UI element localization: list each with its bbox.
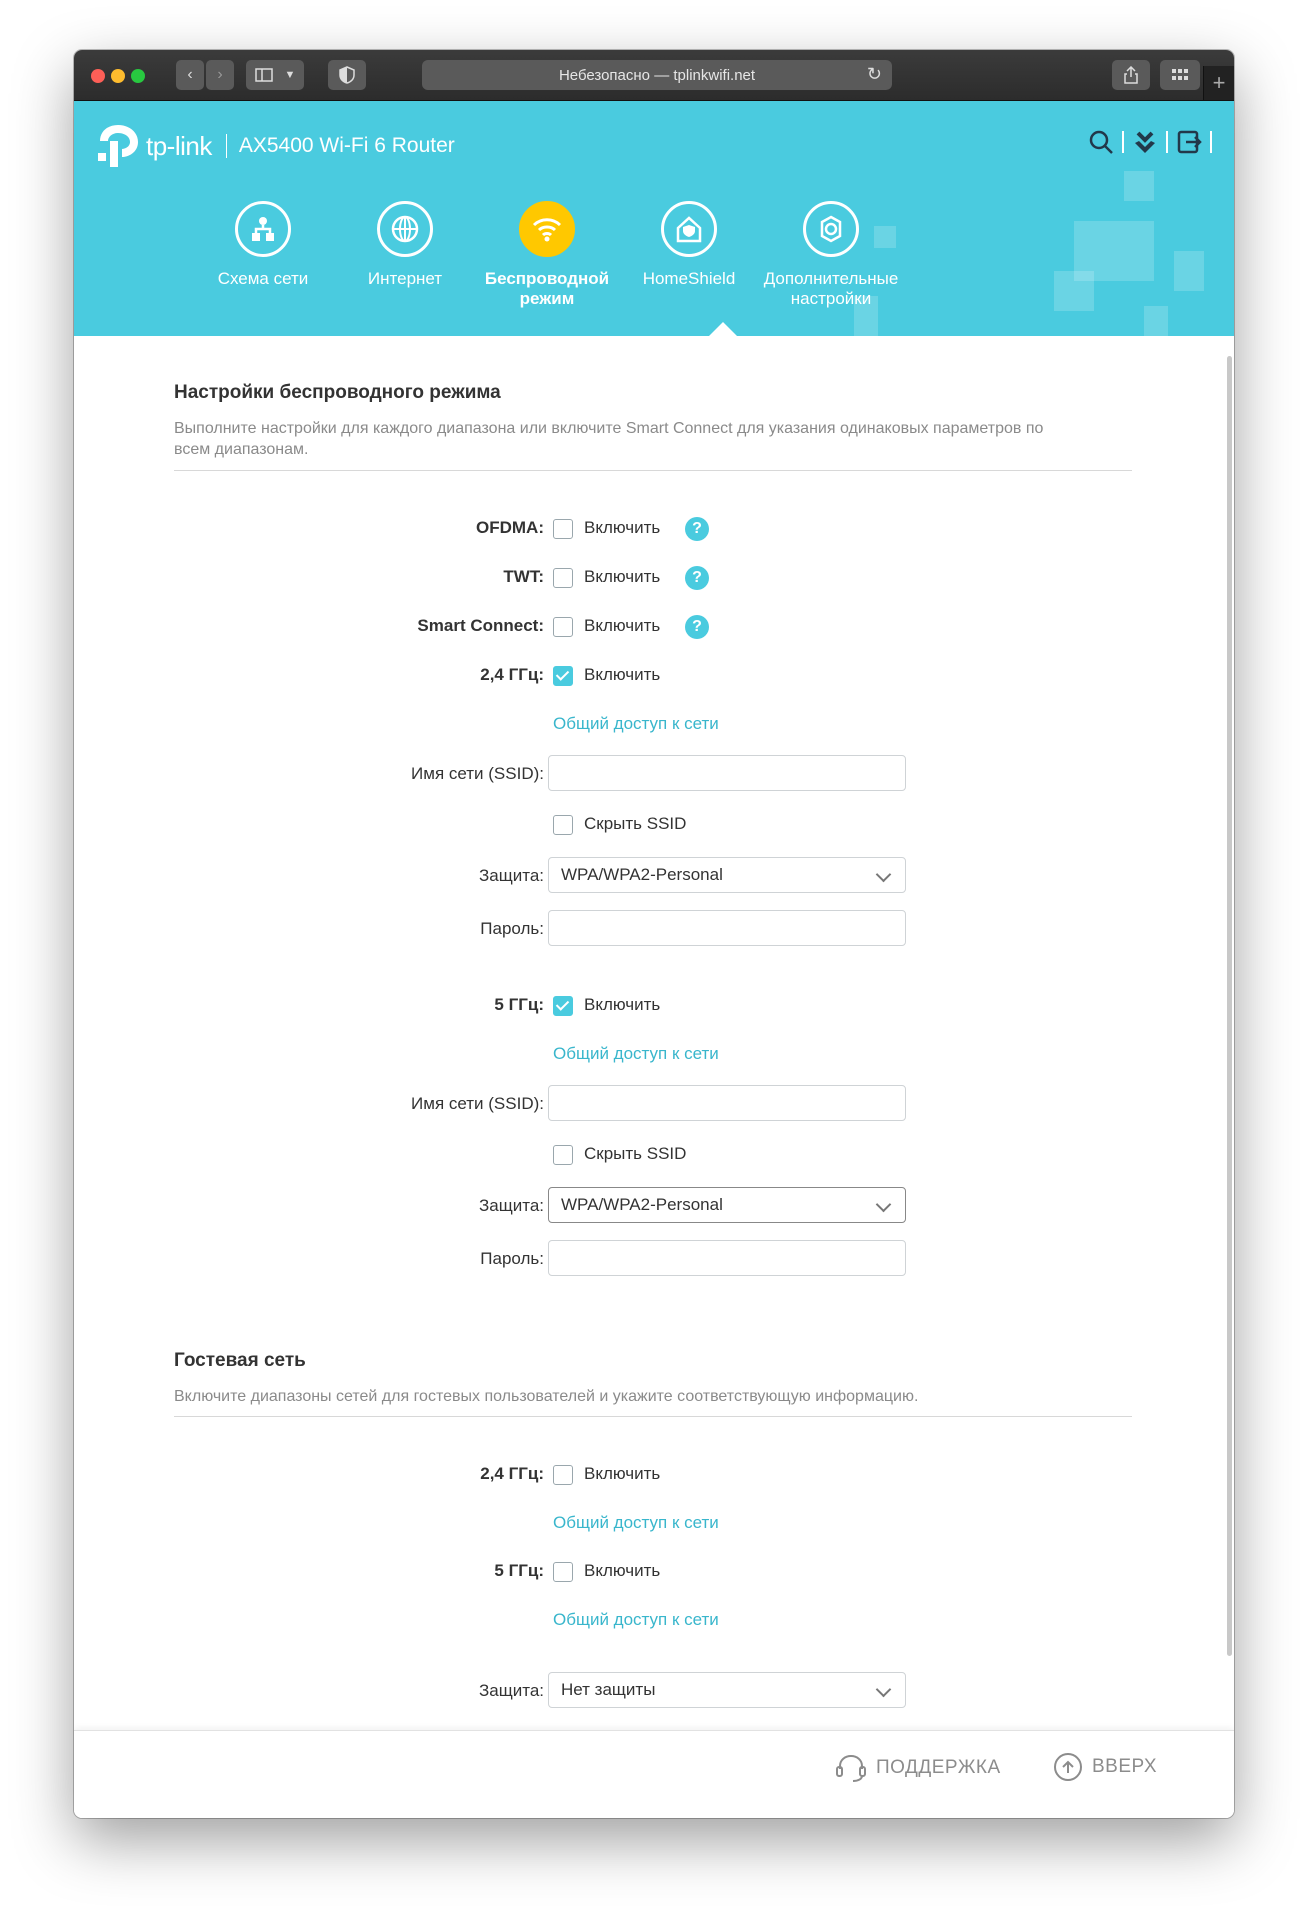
twt-help-icon[interactable]: ? bbox=[685, 566, 709, 590]
twt-checkbox[interactable] bbox=[553, 568, 573, 588]
smart-connect-label: Smart Connect: bbox=[417, 616, 544, 635]
guest-band5-label: 5 ГГц: bbox=[494, 1561, 544, 1580]
chevron-down-icon bbox=[876, 867, 892, 883]
header-divider bbox=[1210, 131, 1212, 153]
support-button[interactable] bbox=[834, 1753, 1001, 1783]
smart-connect-help-icon[interactable]: ? bbox=[685, 615, 709, 639]
browser-toolbar bbox=[74, 50, 1234, 101]
guest-section-title: Гостевая сеть bbox=[174, 1350, 306, 1371]
download-app-icon[interactable] bbox=[1132, 129, 1158, 155]
guest-band24-checkbox[interactable] bbox=[553, 1465, 573, 1485]
tab-label: Беспроводной режим bbox=[484, 269, 610, 308]
chevron-right-icon: › bbox=[217, 66, 223, 83]
band5-password-label: Пароль: bbox=[480, 1249, 544, 1268]
share-button[interactable] bbox=[1112, 60, 1150, 90]
band5-checkbox[interactable] bbox=[553, 996, 573, 1016]
globe-icon bbox=[377, 201, 433, 257]
twt-label: TWT: bbox=[503, 567, 544, 586]
page-footer bbox=[74, 1730, 1234, 1818]
tab-label: HomeShield bbox=[642, 269, 736, 288]
main-content bbox=[74, 336, 1234, 1730]
arrow-up-icon bbox=[1054, 1753, 1082, 1781]
band24-enable-text[interactable]: Включить bbox=[584, 665, 661, 684]
address-text: Небезопасно — tplinkwifi.net bbox=[558, 66, 756, 84]
band24-label: 2,4 ГГц: bbox=[480, 665, 544, 684]
band5-ssid-input[interactable] bbox=[548, 1085, 906, 1121]
back-button[interactable] bbox=[176, 60, 204, 90]
band5-password-input[interactable] bbox=[548, 1240, 906, 1276]
wireless-section-description: Выполните настройки для каждого диапазона или включите Smart Connect для указания одинаковых параметров по всем диапазонам. bbox=[174, 420, 1044, 458]
guest-security-label: Защита: bbox=[479, 1681, 544, 1700]
wireless-section-title: Настройки беспроводного режима bbox=[174, 382, 501, 403]
band5-security-value: WPA/WPA2-Personal bbox=[561, 1195, 723, 1214]
logo-divider bbox=[226, 134, 227, 158]
tplink-logo[interactable] bbox=[96, 123, 455, 169]
back-to-top-button[interactable] bbox=[1054, 1753, 1157, 1781]
decor-square bbox=[1124, 171, 1154, 201]
section-divider bbox=[174, 1416, 1132, 1417]
guest-band5-enable-text[interactable]: Включить bbox=[584, 1561, 661, 1580]
decor-square bbox=[1054, 271, 1094, 311]
band5-hide-ssid-text[interactable]: Скрыть SSID bbox=[584, 1144, 687, 1163]
ofdma-label: OFDMA: bbox=[476, 518, 544, 537]
minimize-window-button[interactable] bbox=[111, 69, 125, 83]
band5-hide-ssid-checkbox[interactable] bbox=[553, 1145, 573, 1165]
active-tab-indicator bbox=[709, 322, 737, 336]
tab-label: Дополнительные настройки bbox=[763, 269, 899, 308]
tab-label: Схема сети bbox=[217, 269, 309, 288]
router-model: AX5400 Wi-Fi 6 Router bbox=[238, 134, 455, 157]
grid-icon bbox=[1172, 69, 1188, 81]
band5-share-link[interactable]: Общий доступ к сети bbox=[553, 1044, 719, 1063]
router-header bbox=[74, 101, 1234, 336]
band24-security-label: Защита: bbox=[479, 866, 544, 885]
band24-hide-ssid-checkbox[interactable] bbox=[553, 815, 573, 835]
headset-icon bbox=[834, 1753, 868, 1783]
section-divider bbox=[174, 470, 1132, 471]
reload-icon[interactable]: ↻ bbox=[866, 64, 882, 84]
gear-icon bbox=[803, 201, 859, 257]
sidebar-toggle-button[interactable] bbox=[246, 60, 304, 90]
ofdma-checkbox[interactable] bbox=[553, 519, 573, 539]
chevron-down-icon bbox=[876, 1682, 892, 1698]
header-actions bbox=[1088, 129, 1212, 155]
logout-icon[interactable] bbox=[1176, 129, 1202, 155]
new-tab-button[interactable] bbox=[1203, 66, 1234, 100]
chevron-down-icon: ▼ bbox=[284, 69, 296, 81]
support-label: ПОДДЕРЖКА bbox=[876, 1757, 1001, 1778]
twt-enable-text[interactable]: Включить bbox=[584, 567, 661, 586]
brand-text: tp-link bbox=[146, 130, 212, 161]
share-icon bbox=[1123, 66, 1139, 84]
forward-button[interactable] bbox=[206, 60, 234, 90]
guest-band24-enable-text[interactable]: Включить bbox=[584, 1464, 661, 1483]
band24-password-label: Пароль: bbox=[480, 919, 544, 938]
homeshield-icon bbox=[661, 201, 717, 257]
ofdma-help-icon[interactable]: ? bbox=[685, 517, 709, 541]
guest-band24-share-link[interactable]: Общий доступ к сети bbox=[553, 1513, 719, 1532]
top-label: ВВЕРХ bbox=[1092, 1756, 1158, 1777]
ofdma-enable-text[interactable]: Включить bbox=[584, 518, 661, 537]
sidebar-icon bbox=[255, 68, 273, 82]
band24-share-link[interactable]: Общий доступ к сети bbox=[553, 714, 719, 733]
tab-label: Интернет bbox=[367, 269, 443, 288]
plus-icon: + bbox=[1212, 70, 1226, 95]
scrollbar[interactable] bbox=[1227, 356, 1232, 1656]
wifi-icon bbox=[519, 201, 575, 257]
guest-security-select[interactable] bbox=[548, 1672, 906, 1708]
guest-band5-checkbox[interactable] bbox=[553, 1562, 573, 1582]
tplink-logo-icon bbox=[96, 123, 142, 169]
band24-hide-ssid-text[interactable]: Скрыть SSID bbox=[584, 814, 687, 833]
band24-ssid-label: Имя сети (SSID): bbox=[411, 764, 544, 783]
search-icon[interactable] bbox=[1088, 129, 1114, 155]
guest-security-value: Нет защиты bbox=[561, 1680, 656, 1699]
close-window-button[interactable] bbox=[91, 69, 105, 83]
chevron-left-icon: ‹ bbox=[187, 66, 193, 83]
smart-connect-enable-text[interactable]: Включить bbox=[584, 616, 661, 635]
guest-section-description: Включите диапазоны сетей для гостевых пользователей и укажите соответствующую информацию. bbox=[174, 1388, 919, 1405]
band5-ssid-label: Имя сети (SSID): bbox=[411, 1094, 544, 1113]
privacy-shield-button[interactable] bbox=[328, 60, 366, 90]
decor-square bbox=[1174, 251, 1204, 291]
band5-security-label: Защита: bbox=[479, 1196, 544, 1215]
band24-checkbox[interactable] bbox=[553, 666, 573, 686]
tab-advanced[interactable] bbox=[746, 201, 916, 309]
band5-label: 5 ГГц: bbox=[494, 995, 544, 1014]
guest-band24-label: 2,4 ГГц: bbox=[480, 1464, 544, 1483]
shield-icon bbox=[339, 66, 355, 84]
header-divider bbox=[1166, 131, 1168, 153]
zoom-window-button[interactable] bbox=[131, 69, 145, 83]
band5-security-select[interactable] bbox=[548, 1187, 906, 1223]
chevron-down-icon bbox=[876, 1197, 892, 1213]
tabs-overview-button[interactable] bbox=[1160, 60, 1200, 90]
address-bar[interactable] bbox=[422, 60, 892, 90]
band24-security-select[interactable] bbox=[548, 857, 906, 893]
band24-ssid-input[interactable] bbox=[548, 755, 906, 791]
smart-connect-checkbox[interactable] bbox=[553, 617, 573, 637]
browser-window bbox=[74, 50, 1234, 1818]
decor-square bbox=[1144, 306, 1168, 336]
band24-password-input[interactable] bbox=[548, 910, 906, 946]
header-divider bbox=[1122, 131, 1124, 153]
band5-enable-text[interactable]: Включить bbox=[584, 995, 661, 1014]
guest-band5-share-link[interactable]: Общий доступ к сети bbox=[553, 1610, 719, 1629]
band24-security-value: WPA/WPA2-Personal bbox=[561, 865, 723, 884]
network-map-icon bbox=[235, 201, 291, 257]
